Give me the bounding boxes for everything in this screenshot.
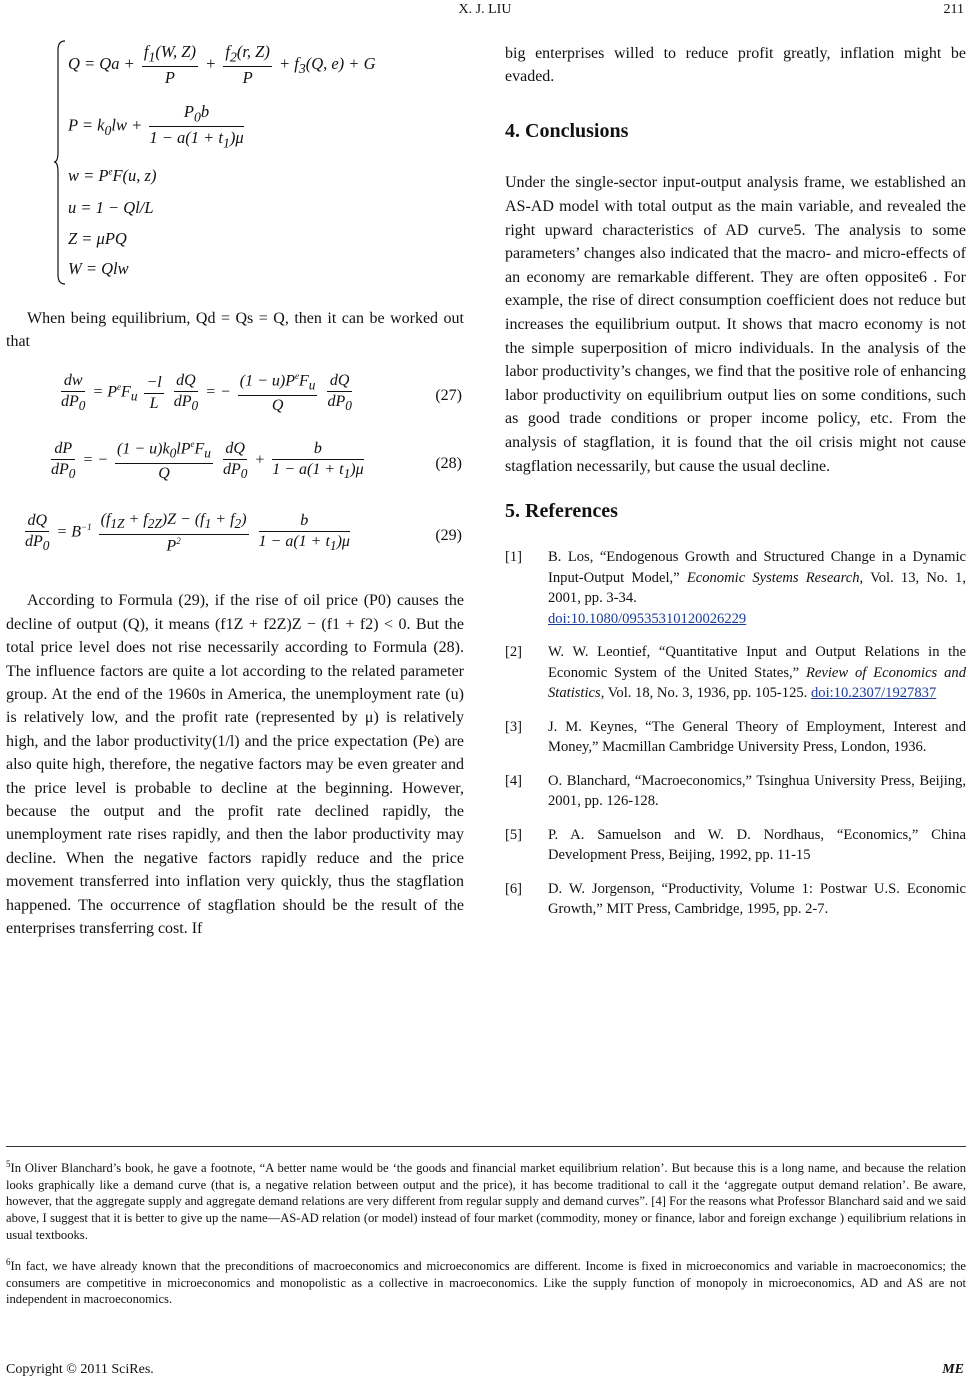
system-eq-price: $P = k_0lw$ + $\frac{P_0b}{1 - a(1 + t_1)\mu}$ — [68, 102, 244, 151]
footnote-6: $^6$In fact, we have already known that the preconditions of macroeconomics and microeconomics are different. Income is fixed in microeconomics and variable in macroeconomics; the consumers are competitive in microeconomics and monopolistic as a collective in macroeconomics. Like the supply function of monopoly in microeconomics, AD and AS are not independent in macroeconomics. — [6, 1257, 966, 1307]
formula-28-body: $\frac{dP}{dP_0}$ = − $(1 - u)k_0lP^eF_u$ Q $\frac{dQ}{dP_0}$ + $\frac{b}{1 - a(1 + t_1)\mu}$ — [51, 439, 364, 482]
left-column — [6, 40, 464, 941]
right-column — [505, 42, 966, 933]
conclusions-text: Under the single-sector input-output analysis frame, we established an AS-AD model with total output as the main variable, and revealed the right upward characteristics of AD curve5. The analysis to some parameters’ changes also indicated that the macro- and micro-effects of an economy are remarkable different. They are often opposite6 . For example, the rise of direct consumption coefficient does not reduce but increases the equilibrium output. It shows that macro economy is not the simple superposition of micro individuals. In the analysis of the labor productivity’s changes, we find that the positive role of enhancing labor productivity on equilibrium output lies on some conditions, such as good trade conditions or proper income policy, etc. From the analysis of stagflation, it is found that the oil crisis might not cause stagflation necessarily, but cause the usual decline. — [505, 174, 966, 475]
system-eq-wagebill: W = Qlw — [68, 259, 129, 278]
main-paragraph: According to Formula (29), if the rise of oil price (P0) causes the decline of output (Q), it means (f1Z + f2Z)Z − (f1 + f2) < 0. But the total price level does not rise necessarily according to Formula (28). The influence factors are quite a lot according to the related parameter group. At the end of the 1960s in America, the unemployment rate (u) is relatively low, and the profit rate (represented by μ) is relatively high, and the labor productivity(1/l) and the price expectation (Pe) are also quite high, therefore, the negative factors may be even greater and the price level is probable to decline at the beginning. However, because the output and the profit rate declined rapidly, the unemployment rate rises rapidly, and then the labor productivity may decline. When the negative factors rapidly reduce and the price movement transferred into inflation very quickly, thus the stagflation happened. The occurrence of stagflation should be the result of the enterprises transferring cost. If — [6, 592, 464, 938]
formula-28-label: (28) — [435, 455, 462, 473]
reference-item: [1] B. Los, “Endogenous Growth and Structured Change in a Dynamic Input-Output Model,” Economic Systems Research, Vol. 13, No. 1, 2001, pp. 3-34. doi:10.1080/09535310120026229 — [505, 549, 966, 627]
page-header — [0, 0, 970, 22]
reference-item: [4] O. Blanchard, “Macroeconomics,” Tsinghua University Press, Beijing, 2001, pp. 126-128. — [505, 772, 966, 810]
formula-27-body: $\frac{dw}{dP_0}$ = $P^eF_u$ $\frac{-l}{L}$ $\frac{dQ}{dP_0}$ = − $(1 - u)P^eF_u$ Q $\frac{dQ}{dP_0}$ — [61, 371, 352, 414]
equation-system — [54, 40, 464, 285]
formula-29-label: (29) — [435, 527, 462, 545]
copyright: Copyright © 2011 SciRes. — [6, 1362, 154, 1377]
system-eq-output: Q = Qa + $\frac{f_1(W, Z)}{P}$ + $\frac{f_2(r, Z)}{P}$ + $f_3(Q$, e) + G — [68, 42, 376, 88]
reference-item: [3] J. M. Keynes, “The General Theory of Employment, Interest and Money,” Macmillan Cambridge University Press, London, 1936. — [505, 718, 966, 756]
brace-icon — [54, 40, 66, 285]
reference-item: [5] P. A. Samuelson and W. D. Nordhaus, “Economics,” China Development Press, Beijing, 1992, pp. 11-15 — [505, 826, 966, 864]
footnote-5: $^5$In Oliver Blanchard’s book, he gave a footnote, “A better name would be ‘the goods and financial market equilibrium relation’. But because this is a long name, and because the relation looks graphically like a demand curve (that is, a negative relation between output and the price), it has become traditional to call it the ‘aggregate output demand relation’. Be aware, however, that the aggregate supply and aggregate demand relations are very different from regular supply and demand curves”. [4] For the reasons what Professor Blanchard said and we said above, I suggest that it is better to give up the name―AS-AD relation (or model) instead of four market (commodity, money or finance, labor and foreign exchange ) equilibrium relations in usual textbooks. — [6, 1159, 966, 1242]
reference-item: [6] D. W. Jorgenson, “Productivity, Volume 1: Postwar U.S. Economic Growth,” MIT Press, Cambridge, 1995, pp. 2-7. — [505, 880, 966, 918]
references-list — [505, 547, 966, 920]
footnote-divider — [6, 1146, 966, 1147]
doi-link[interactable]: doi:10.1080/09535310120026229 — [548, 610, 747, 627]
running-author: X. J. LIU — [458, 2, 512, 17]
doi-link[interactable]: doi:10.2307/1927837 — [810, 685, 937, 702]
formula-28 — [6, 435, 464, 501]
references-heading: 5. References — [505, 500, 618, 523]
page-number: 211 — [943, 2, 964, 17]
system-eq-wage: $w = P^eF(u$, z) — [68, 166, 157, 185]
formula-29-body: $\frac{dQ}{dP_0}$ = $B^{-1}$ $\frac{(f_{1Z} + f_{2Z})Z - (f_1 + f_2)}{P^2}$ $\frac{b}{1 - a(1 + t_1)\mu}$ — [25, 511, 350, 554]
equilibrium-text: When being equilibrium, Qd = Qs = Q, then it can be worked out that — [6, 310, 464, 351]
journal-abbrev: ME — [942, 1362, 964, 1377]
system-eq-profit: Z = μPQ — [68, 229, 127, 248]
formula-27-label: (27) — [435, 387, 462, 405]
conclusions-heading: 4. Conclusions — [505, 120, 629, 143]
system-eq-unemployment: u = 1 − Ql/L — [68, 198, 154, 217]
reference-item: [2] W. W. Leontief, “Quantitative Input and Output Relations in the Economic System of the United States,” Review of Economics and Statistics, Vol. 18, No. 3, 1936, pp. 105-125. doi:10.2307/1927837 — [505, 644, 966, 702]
continuation-text: big enterprises willed to reduce profit greatly, inflation might be evaded. — [505, 45, 966, 86]
formula-27 — [6, 367, 464, 433]
formula-29 — [6, 507, 464, 573]
